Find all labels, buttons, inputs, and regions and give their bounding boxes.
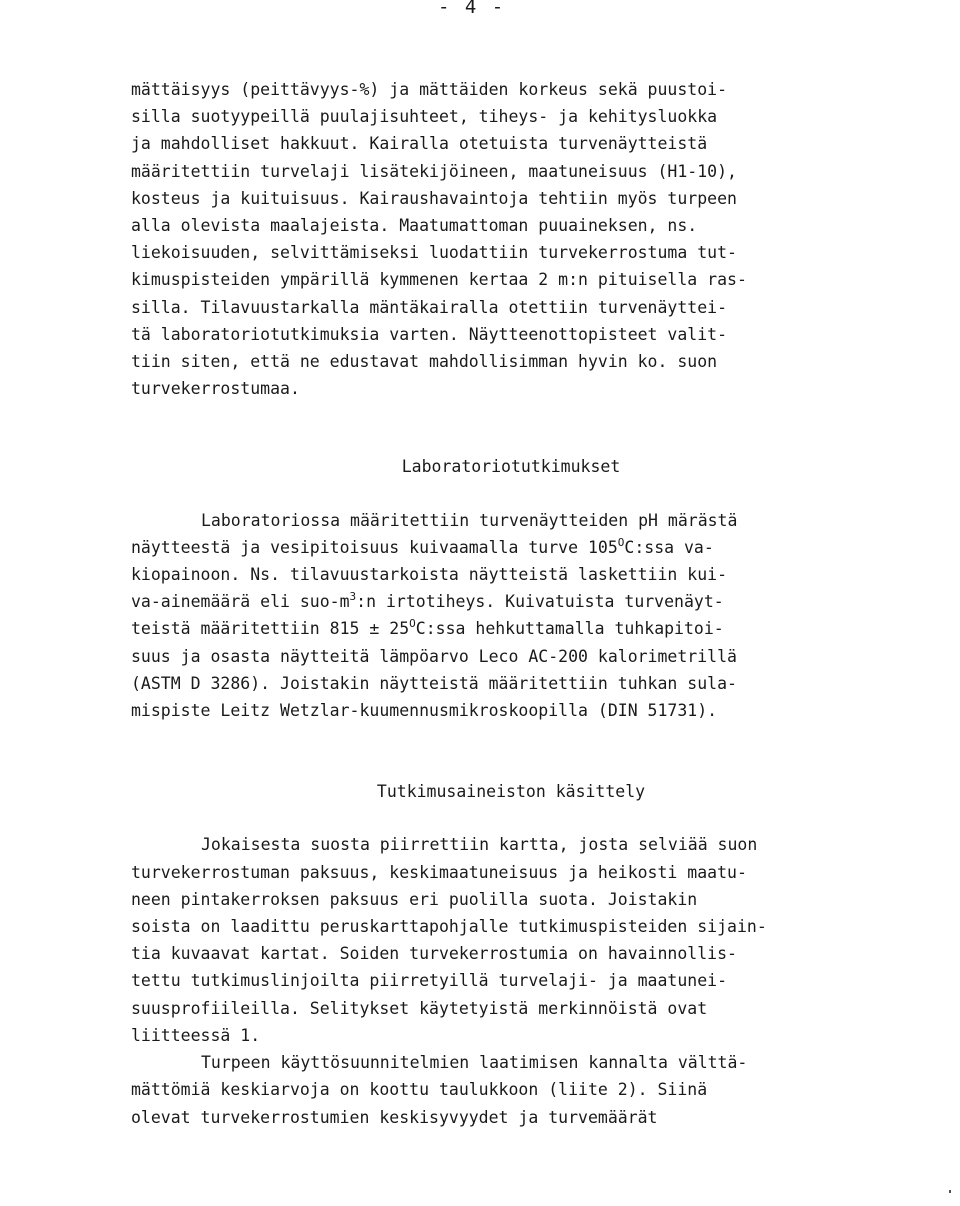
text-line: kiopainoon. Ns. tilavuustarkoista näytteistä laskettiin kui-: [131, 565, 728, 585]
text-line: silla suotyypeillä puulajisuhteet, tiheys- ja kehitysluokka: [131, 107, 718, 127]
text-line: tettu tutkimuslinjoilta piirretyillä turvelaji- ja maatunei-: [131, 971, 728, 991]
text-line: va-ainemäärä eli suo-$m^3:n$ irtotiheys. Kuivatuista turvenäyt-: [131, 590, 724, 612]
text-line: mättäisyys (peittävyys-%) ja mättäiden korkeus sekä puustoi-: [131, 80, 728, 99]
text-line: alla olevista maalajeista. Maatumattoman puuaineksen, ns.: [131, 216, 698, 236]
scan-speck: [949, 1190, 951, 1193]
text-line: olevat turvekerrostumien keskisyvyydet ja turvemäärät: [131, 1107, 658, 1127]
text-line: mättömiä keskiarvoja on koottu taulukkoon (liite 2). Siinä: [131, 1080, 708, 1100]
section-heading-laboratory: Laboratoriotutkimukset: [401, 457, 621, 477]
text-line: kimuspisteiden ympärillä kymmenen kertaa 2 m:n pituisella ras-: [131, 270, 747, 290]
superscript-cubic: 3: [349, 590, 357, 604]
text-line: mispiste Leitz Wetzlar-kuumennusmikroskoopilla (DIN 51731).: [131, 701, 718, 721]
text-line: silla. Tilavuustarkalla mäntäkairalla otettiin turvenäyttei-: [131, 297, 728, 317]
page-number: - 4 -: [438, 0, 506, 18]
text-line: (ASTM D 3286). Joistakin näytteistä määritettiin tuhkan sula-: [131, 673, 737, 693]
text-line: Jokaisesta suosta piirrettiin kartta, josta selviää suon: [201, 835, 758, 855]
text-line: tiin siten, että ne edustavat mahdollisimman hyvin ko. suon: [131, 352, 718, 372]
text-line: tia kuvaavat kartat. Soiden turvekerrostumia on havainnollis-: [131, 944, 737, 964]
document-body: [131, 76, 891, 1131]
text-line: turvekerrostuman paksuus, keskimaatuneisuus ja heikosti maatu-: [131, 862, 747, 882]
text-line: näytteestä ja vesipitoisuus kuivaamalla turve $105^OC:ssa$ va-: [131, 535, 714, 557]
text-line: liitteessä 1.: [131, 1025, 261, 1045]
paragraph-averages: [131, 1049, 891, 1131]
text-line: turvekerrostumaa.: [131, 379, 300, 399]
text-line: Turpeen käyttösuunnitelmien laatimisen kannalta välttä-: [201, 1053, 748, 1073]
text-line: määritettiin turvelaji lisätekijöineen, maatuneisuus (H1-10),: [131, 161, 737, 181]
section-heading-data-processing: Tutkimusaineiston käsittely: [376, 782, 646, 802]
text-line: suus ja osasta näytteitä lämpöarvo Leco AC-200 kalorimetrillä: [131, 646, 737, 666]
superscript-degree: O: [409, 617, 416, 631]
text-line: teistä määritettiin $815 \pm 25^OC:ssa$ hehkuttamalla tuhkapitoi-: [131, 617, 724, 639]
text-line: liekoisuuden, selvittämiseksi luodattiin turvekerrostuma tut-: [131, 243, 737, 263]
paragraph-laboratory: [131, 507, 891, 725]
text-line: suusprofiileilla. Selitykset käytetyistä merkinnöistä ovat: [131, 998, 708, 1018]
text-line: neen pintakerroksen paksuus eri puolilla suota. Joistakin: [131, 889, 698, 909]
text-line: ja mahdolliset hakkuut. Kairalla otetuista turvenäytteistä: [131, 134, 708, 154]
paragraph-field-methods: [131, 76, 891, 402]
text-line: Laboratoriossa määritettiin turvenäytteiden pH märästä: [201, 510, 738, 530]
text-line: soista on laadittu peruskarttapohjalle tutkimuspisteiden sijain-: [131, 917, 767, 937]
text-line: tä laboratoriotutkimuksia varten. Näytteenottopisteet valit-: [131, 324, 728, 344]
text-line: kosteus ja kuituisuus. Kairaushavaintoja tehtiin myös turpeen: [131, 188, 737, 208]
paragraph-maps: [131, 831, 891, 1049]
superscript-degree: O: [617, 535, 625, 549]
